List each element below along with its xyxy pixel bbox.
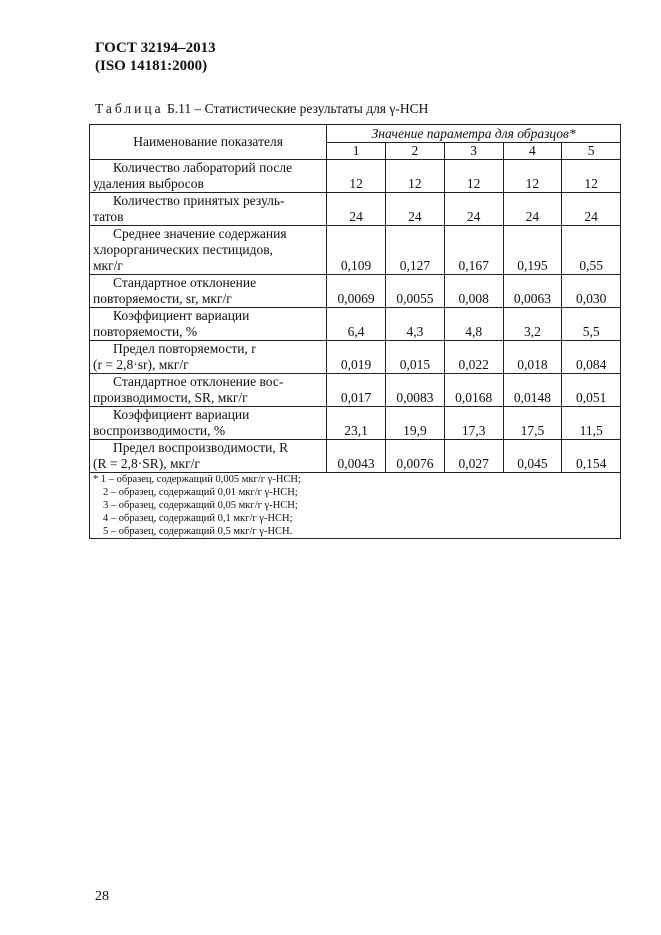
value-cell-sample-2: 19,9 xyxy=(386,407,445,440)
column-header-sample-2: 2 xyxy=(386,143,445,160)
value-cell-sample-4: 0,195 xyxy=(503,226,562,275)
value-cell-sample-4: 24 xyxy=(503,193,562,226)
table-row xyxy=(90,275,621,308)
footnote-line: 3 – образец, содержащий 0,05 мкг/г γ-НСН; xyxy=(103,500,298,511)
indicator-name-line: Предел повторяемости, r xyxy=(113,341,256,356)
iso-designation: (ISO 14181:2000) xyxy=(95,58,208,74)
value-cell-sample-1: 0,109 xyxy=(327,226,386,275)
value-cell-sample-1: 6,4 xyxy=(327,308,386,341)
table-row xyxy=(90,308,621,341)
value-cell-sample-1: 0,0069 xyxy=(327,275,386,308)
footnote-line: 2 – образец, содержащий 0,01 мкг/г γ-НСН; xyxy=(103,487,298,498)
footnote-line: * 1 – образец, содержащий 0,005 мкг/г γ-НСН; xyxy=(93,474,301,485)
value-cell-sample-5: 12 xyxy=(562,160,621,193)
value-cell-sample-1: 0,019 xyxy=(327,341,386,374)
indicator-name-cell xyxy=(90,193,327,226)
column-header-sample-4: 4 xyxy=(503,143,562,160)
indicator-name-line: Стандартное отклонение вос- xyxy=(113,374,284,389)
value-cell-sample-5: 0,051 xyxy=(562,374,621,407)
footnote-line: 5 – образец, содержащий 0,5 мкг/г γ-НСН. xyxy=(103,526,293,537)
indicator-name-line: хлорорганических пестицидов, xyxy=(93,242,273,257)
indicator-name-line: Количество лабораторий после xyxy=(113,160,293,175)
value-cell-sample-3: 4,8 xyxy=(444,308,503,341)
value-cell-sample-4: 0,045 xyxy=(503,440,562,473)
value-cell-sample-3: 0,027 xyxy=(444,440,503,473)
value-cell-sample-1: 12 xyxy=(327,160,386,193)
value-cell-sample-4: 0,018 xyxy=(503,341,562,374)
table-row xyxy=(90,407,621,440)
value-cell-sample-3: 12 xyxy=(444,160,503,193)
value-cell-sample-2: 4,3 xyxy=(386,308,445,341)
indicator-name-cell xyxy=(90,407,327,440)
value-cell-sample-5: 0,030 xyxy=(562,275,621,308)
value-cell-sample-4: 0,0063 xyxy=(503,275,562,308)
footnotes xyxy=(90,473,621,539)
document-header xyxy=(95,39,216,75)
value-cell-sample-3: 0,008 xyxy=(444,275,503,308)
value-cell-sample-2: 12 xyxy=(386,160,445,193)
table-body xyxy=(90,160,621,473)
caption-text: Б.11 – Статистические результаты для γ-НСН xyxy=(167,101,429,116)
indicator-name-line: удаления выбросов xyxy=(93,176,204,191)
value-cell-sample-5: 5,5 xyxy=(562,308,621,341)
value-cell-sample-2: 0,015 xyxy=(386,341,445,374)
column-header-sample-3: 3 xyxy=(444,143,503,160)
value-cell-sample-1: 24 xyxy=(327,193,386,226)
standard-designation: ГОСТ 32194–2013 xyxy=(95,40,216,56)
value-cell-sample-2: 0,0076 xyxy=(386,440,445,473)
value-cell-sample-3: 0,022 xyxy=(444,341,503,374)
footnote-row xyxy=(90,473,621,539)
value-cell-sample-3: 24 xyxy=(444,193,503,226)
column-group-header: Значение параметра для образцов* xyxy=(327,125,621,143)
caption-word: Таблица xyxy=(95,101,164,116)
value-cell-sample-1: 0,0043 xyxy=(327,440,386,473)
indicator-name-line: мкг/г xyxy=(93,258,123,273)
value-cell-sample-4: 17,5 xyxy=(503,407,562,440)
value-cell-sample-3: 0,167 xyxy=(444,226,503,275)
indicator-name-line: производимости, SR, мкг/г xyxy=(93,390,248,405)
page-number: 28 xyxy=(95,889,109,904)
table-row xyxy=(90,160,621,193)
value-cell-sample-5: 0,55 xyxy=(562,226,621,275)
indicator-name-line: воспроизводимости, % xyxy=(93,423,226,438)
indicator-name-cell xyxy=(90,308,327,341)
indicator-name-line: Коэффициент вариации xyxy=(113,308,250,323)
value-cell-sample-2: 0,0055 xyxy=(386,275,445,308)
indicator-name-line: (R = 2,8·SR), мкг/г xyxy=(93,456,200,471)
table-row xyxy=(90,440,621,473)
value-cell-sample-2: 0,0083 xyxy=(386,374,445,407)
column-header-sample-5: 5 xyxy=(562,143,621,160)
value-cell-sample-5: 0,154 xyxy=(562,440,621,473)
value-cell-sample-4: 0,0148 xyxy=(503,374,562,407)
column-header-name: Наименование показателя xyxy=(90,125,327,160)
value-cell-sample-3: 0,0168 xyxy=(444,374,503,407)
indicator-name-line: Среднее значение содержания xyxy=(113,226,287,241)
indicator-name-line: повторяемости, % xyxy=(93,324,198,339)
value-cell-sample-4: 12 xyxy=(503,160,562,193)
value-cell-sample-2: 24 xyxy=(386,193,445,226)
statistics-table xyxy=(89,124,621,539)
table-row xyxy=(90,193,621,226)
indicator-name-cell xyxy=(90,440,327,473)
column-header-sample-1: 1 xyxy=(327,143,386,160)
value-cell-sample-5: 24 xyxy=(562,193,621,226)
value-cell-sample-4: 3,2 xyxy=(503,308,562,341)
table-row xyxy=(90,341,621,374)
footnote-line: 4 – образец, содержащий 0,1 мкг/г γ-НСН; xyxy=(103,513,293,524)
value-cell-sample-2: 0,127 xyxy=(386,226,445,275)
indicator-name-line: Количество принятых резуль- xyxy=(113,193,285,208)
value-cell-sample-1: 0,017 xyxy=(327,374,386,407)
indicator-name-line: татов xyxy=(93,209,124,224)
indicator-name-line: (r = 2,8·sr), мкг/г xyxy=(93,357,189,372)
table-row xyxy=(90,226,621,275)
indicator-name-cell xyxy=(90,160,327,193)
value-cell-sample-5: 11,5 xyxy=(562,407,621,440)
value-cell-sample-5: 0,084 xyxy=(562,341,621,374)
value-cell-sample-1: 23,1 xyxy=(327,407,386,440)
indicator-name-cell xyxy=(90,226,327,275)
table-caption xyxy=(95,101,428,117)
indicator-name-line: повторяемости, sr, мкг/г xyxy=(93,291,232,306)
indicator-name-cell xyxy=(90,275,327,308)
indicator-name-cell xyxy=(90,374,327,407)
indicator-name-line: Стандартное отклонение xyxy=(113,275,257,290)
indicator-name-cell xyxy=(90,341,327,374)
value-cell-sample-3: 17,3 xyxy=(444,407,503,440)
table-row xyxy=(90,374,621,407)
indicator-name-line: Коэффициент вариации xyxy=(113,407,250,422)
indicator-name-line: Предел воспроизводимости, R xyxy=(113,440,289,455)
